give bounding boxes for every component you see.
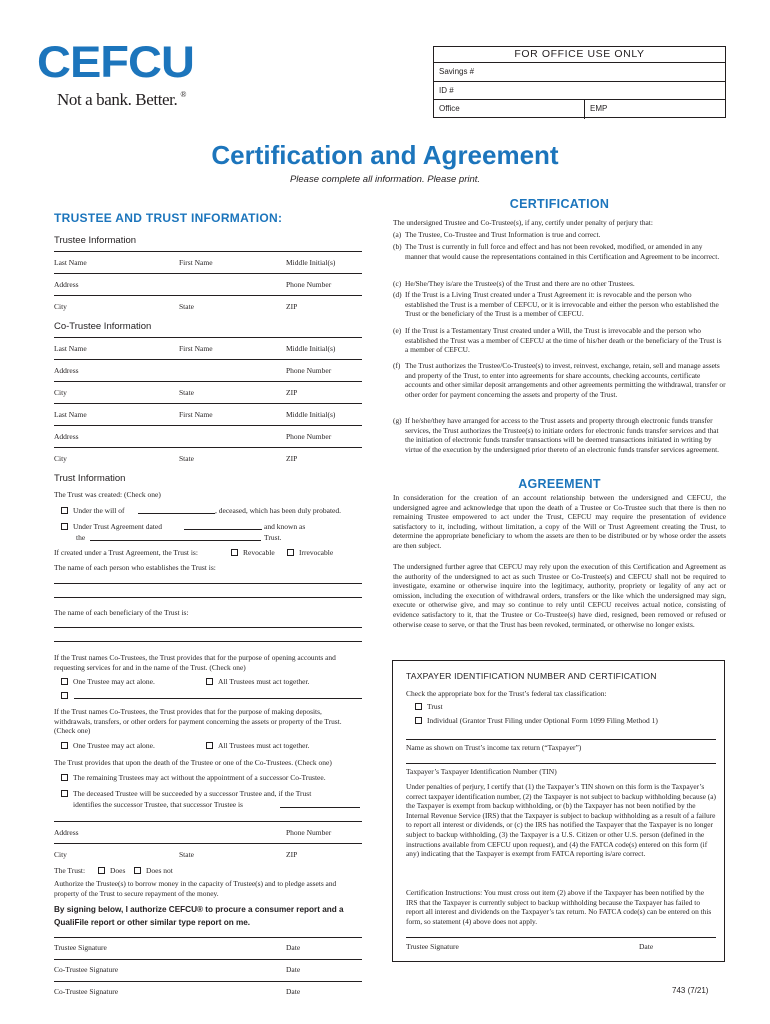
agreement-paragraph-2: The undersigned further agree that CEFCU may rely upon the execution of this Certification and Agreement as the authority of the undersigned to act as such Trustee or Co-Trustee(s) and CEFCU shall not be required to investigate, examine or otherwise inquire into the legitimacy, authority, propriety or legality of any act or omission, including the execution of withdrawal orders, transfers or the like which the undersigned may sign, execute or otherwise give, and may so continue to rely until CEFCU receives actual notice, consisting of evidence satisfactory to it, that the Trustee or Co-Trustee(s) have died, resigned, been removed or refused or otherwise cease to serve, or that the Trust has been revoked, terminated, or otherwise no longer exists. — [393, 562, 726, 629]
trustee-middle-initial[interactable]: Middle Initial(s) — [286, 258, 336, 267]
trust-classification-option[interactable]: Trust — [415, 702, 443, 711]
id-field[interactable]: ID # — [434, 82, 725, 101]
beneficiary-line-2[interactable] — [54, 641, 362, 642]
cotrustee2-zip[interactable]: ZIP — [286, 454, 298, 463]
certification-item-key: (c) — [393, 279, 402, 288]
successor-address[interactable]: Address — [54, 828, 79, 837]
tin-trustee-signature[interactable]: Trustee Signature — [406, 942, 459, 951]
one-alone-option-2[interactable]: One Trustee may act alone. — [61, 741, 155, 750]
trustee-address[interactable]: Address — [54, 280, 79, 289]
trustee-signature[interactable]: Trustee Signature — [54, 943, 107, 952]
tin-signature-date[interactable]: Date — [639, 942, 654, 951]
certification-item-text: If he/she/they have arranged for access to the Trust assets and property through electronic funds transfer services, the Trust authorizes the Trustee(s) to initiate orders for electronic funds transfer services and that the initiation of electronic funds transfer transactions will be deemed transactions initiated in writing by virtue of the execution by the undersigned prior thereto of an electronic funds transfer services agreement. — [405, 416, 719, 454]
remaining-checkbox[interactable] — [61, 774, 68, 781]
trustee-trust-heading: TRUSTEE AND TRUST INFORMATION: — [54, 211, 283, 225]
irrevocable-option[interactable]: Irrevocable — [287, 548, 333, 557]
successor-line[interactable] — [280, 807, 360, 808]
all-together-option[interactable]: All Trustees must act together. — [206, 677, 309, 686]
consent-statement: By signing below, I authorize CEFCU® to procure a consumer report and a QualiFile report or other similar type report on me. — [54, 905, 344, 927]
form-number: 743 (7/21) — [672, 986, 709, 995]
trustee-last-name[interactable]: Last Name — [54, 258, 87, 267]
does-checkbox[interactable] — [98, 867, 105, 874]
cotrustee2-first-name[interactable]: First Name — [179, 410, 213, 419]
certification-item-text: The Trust authorizes the Trustee/Co-Trustee(s) to invest, reinvest, exchange, retain, sell and manage assets and property of the Trust, to enter into agreements for share accounts, checking accounts, certificate accounts and other similar deposit arrangements and other agreements permitting the withdrawal, transfer or other order for payment concerning the assets and property of the Trust. — [405, 361, 726, 399]
under-will-option[interactable]: Under the will of — [61, 506, 124, 515]
beneficiary-line-1[interactable] — [54, 627, 362, 628]
emp-field[interactable]: EMP — [584, 100, 607, 119]
certification-item-key: (f) — [393, 361, 401, 370]
trustee-city[interactable]: City — [54, 302, 67, 311]
certification-item-key: (b) — [393, 242, 402, 251]
certification-item-text: The Trustee, Co-Trustee and Trust Information is true and correct. — [405, 230, 601, 239]
certification-item-text: He/She/They is/are the Trustee(s) of the Trust and there are no other Trustees. — [405, 279, 635, 288]
cotrustee1-first-name[interactable]: First Name — [179, 344, 213, 353]
cotrustee1-state[interactable]: State — [179, 388, 194, 397]
under-will-checkbox[interactable] — [61, 507, 68, 514]
office-use-title: FOR OFFICE USE ONLY — [434, 47, 725, 63]
trustee-signature-date[interactable]: Date — [286, 943, 301, 952]
certification-item-text: If the Trust is a Testamentary Trust created under a Will, the Trust is irrevocable and the person who established the Trust was a member of CEFCU at the time of his/her death or the beneficiary of the Trust is a member of CEFCU. — [405, 326, 722, 355]
revocable-checkbox[interactable] — [231, 549, 238, 556]
cotrustee1-zip[interactable]: ZIP — [286, 388, 298, 397]
trust-borrow-label: The Trust: — [54, 866, 86, 875]
certification-item-text: The Trust is currently in full force and effect and has not been revoked, modified, or amended in any manner that would cause the representations contained in this Certification and Agreement to be incorrect. — [405, 242, 720, 261]
cotrustee1-city[interactable]: City — [54, 388, 67, 397]
trust-suffix-label: Trust. — [264, 533, 282, 542]
establishes-label: The name of each person who establishes the Trust is: — [54, 563, 216, 572]
succeeded-checkbox[interactable] — [61, 790, 68, 797]
one-alone-checkbox-2[interactable] — [61, 742, 68, 749]
cotrustee2-phone[interactable]: Phone Number — [286, 432, 332, 441]
one-alone-option[interactable]: One Trustee may act alone. — [61, 677, 155, 686]
trustee-zip[interactable]: ZIP — [286, 302, 298, 311]
trust-classification-checkbox[interactable] — [415, 703, 422, 710]
certification-item — [393, 279, 726, 289]
cotrustee-info-heading: Co-Trustee Information — [54, 321, 152, 332]
does-not-option[interactable]: Does not — [134, 866, 173, 875]
taxpayer-name-field[interactable]: Name as shown on Trust’s income tax return (“Taxpayer”) — [406, 743, 582, 752]
trustee-section — [54, 200, 362, 1010]
office-field[interactable]: Office EMP — [434, 100, 725, 119]
office-use-box — [433, 46, 726, 118]
trustee-phone[interactable]: Phone Number — [286, 280, 332, 289]
agreement-paragraph-1: In consideration for the creation of an account relationship between the undersigned and CEFCU, the undersigned agree and acknowledge that upon the death of a Trustee or Co-Trustee such that there is then no remaining Trustee empowered to act under the Trust, CEFCU may require the presentation of evidence satisfactory to it, including, without limitation, a copy of the Will or Trust Agreement creating the Trust, to determine the appropriate beneficiary to whom the assets are then to be distributed or by whose order the assets are then subject. — [393, 493, 726, 550]
revocable-question: If created under a Trust Agreement, the Trust is: — [54, 548, 198, 557]
under-will-suffix: , deceased, which has been duly probated. — [215, 506, 341, 515]
tin-certification-box — [392, 660, 725, 962]
successor-city[interactable]: City — [54, 850, 67, 859]
successor-state[interactable]: State — [179, 850, 194, 859]
agreement-heading: AGREEMENT — [518, 477, 601, 491]
other-checkbox[interactable] — [61, 692, 68, 699]
cotrustee1-address[interactable]: Address — [54, 366, 79, 375]
trust-created-label: The Trust was created: (Check one) — [54, 490, 161, 499]
certification-item — [393, 242, 726, 261]
trustee-info-heading: Trustee Information — [54, 235, 137, 246]
beneficiary-label: The name of each beneficiary of the Trust is: — [54, 608, 189, 617]
page-subtitle: Please complete all information. Please print. — [289, 174, 481, 185]
cotrustee-signature-2[interactable]: Co-Trustee Signature — [54, 987, 119, 996]
successor-phone[interactable]: Phone Number — [286, 828, 332, 837]
cotrustee-signature-1-date[interactable]: Date — [286, 965, 301, 974]
page-title: Certification and Agreement — [211, 140, 559, 170]
certification-item — [393, 361, 726, 399]
known-as-label: and known as — [264, 522, 306, 531]
perjury-statement: Under penalties of perjury, I certify that (1) the Taxpayer’s TIN shown on this form is the Taxpayer’s correct taxpayer identification number, (2) the Taxpayer is not subject to backup withholding because (a) the Taxpayer is exempt from backup withholding, or (b) the Taxpayer has not been notified by the Internal Revenue Service (IRS) that the Taxpayer is subject to backup withholding as a result of a failure to report all interest or dividends, or (c) the IRS has notified the Taxpayer that the Taxpayer is no longer subject to backup withholding, (3) the Taxpayer is a U.S. Citizen or other U.S. person (defined in the instructions available from CEFCU upon request), and (4) the FATCA code(s) entered on this form (if any) indicating that the Taxpayer is exempt from FATCA reporting is/are correct. — [406, 782, 716, 859]
certification-item — [393, 416, 726, 454]
certification-item — [393, 326, 726, 355]
all-together-checkbox[interactable] — [206, 678, 213, 685]
does-not-checkbox[interactable] — [134, 867, 141, 874]
cotrustee2-state[interactable]: State — [179, 454, 194, 463]
establishes-line-1[interactable] — [54, 583, 362, 584]
cotrustee1-middle-initial[interactable]: Middle Initial(s) — [286, 344, 336, 353]
cotrustees-accounts-question: If the Trust names Co-Trustees, the Trust provides that for the purpose of opening accounts and requesting services for and in the name of the Trust. (Check one) — [54, 653, 336, 672]
cotrustee-signature-1[interactable]: Co-Trustee Signature — [54, 965, 119, 974]
all-together-checkbox-2[interactable] — [206, 742, 213, 749]
trustee-state[interactable]: State — [179, 302, 194, 311]
one-alone-checkbox[interactable] — [61, 678, 68, 685]
individual-classification-checkbox[interactable] — [415, 717, 422, 724]
tagline: Not a bank. Better. ® — [57, 90, 187, 109]
cotrustee1-phone[interactable]: Phone Number — [286, 366, 332, 375]
tin-heading: TAXPAYER IDENTIFICATION NUMBER AND CERTIFICATION — [406, 671, 657, 681]
succeeded-option[interactable]: The deceased Trustee will be succeeded by a successor Trustee and, if the Trust — [61, 789, 311, 798]
tax-classification-label: Check the appropriate box for the Trust’s federal tax classification: — [406, 689, 607, 698]
trustee-first-name[interactable]: First Name — [179, 258, 213, 267]
savings-field[interactable]: Savings # — [434, 63, 725, 82]
certification-item — [393, 230, 726, 240]
borrow-text: Authorize the Trustee(s) to borrow money in the capacity of Trustee(s) and to pledge assets and property of the Trust to secure repayment of the money. — [54, 879, 337, 898]
irrevocable-checkbox[interactable] — [287, 549, 294, 556]
remaining-option[interactable]: The remaining Trustees may act without the appointment of a successor Co-Trustee. — [61, 773, 326, 782]
the-label: the — [76, 533, 86, 542]
certification-item-key: (a) — [393, 230, 402, 239]
certification-item-text: If the Trust is a Living Trust created under a Trust Agreement it: is revocable and the person who established the Trust is a member of CEFCU, or it is irrevocable and either the person who established the Trust or the beneficiary of the Trust is a member of CEFCU. — [405, 290, 719, 319]
death-question: The Trust provides that upon the death of the Trustee or one of the Co-Trustees. (Check one) — [54, 758, 332, 767]
other-line[interactable] — [74, 698, 362, 699]
cefcu-logo: CEFCU — [37, 36, 194, 87]
certification-instructions: Certification Instructions: You must cross out item (2) above if the Taxpayer has been notified by the IRS that the Taxpayer is currently subject to backup withholding because the Taxpayer has failed to report all interest and dividends on the Taxpayer’s tax return. No FATCA code(s) can be entered on this form, so statement (4) above does not apply. — [406, 888, 712, 926]
certification-item-key: (g) — [393, 416, 402, 425]
cotrustee1-last-name[interactable]: Last Name — [54, 344, 87, 353]
certification-intro: The undersigned Trustee and Co-Trustee(s), if any, certify under penalty of perjury that: — [393, 218, 653, 227]
certification-heading: CERTIFICATION — [509, 197, 610, 211]
does-option[interactable]: Does — [98, 866, 125, 875]
certification-item — [393, 290, 726, 319]
withdrawals-question: If the Trust names Co-Trustees, the Trust provides that for the purpose of making deposits, withdrawals, transfers, or other orders for payment concerning the assets or property of the Trust. (Check one) — [54, 707, 342, 736]
cotrustee2-middle-initial[interactable]: Middle Initial(s) — [286, 410, 336, 419]
successor-label: identifies the successor Trustee, that successor Trustee is — [73, 800, 243, 809]
under-trust-agreement-option[interactable]: Under Trust Agreement dated — [61, 522, 162, 531]
cotrustee-signature-2-date[interactable]: Date — [286, 987, 301, 996]
trust-agreement-checkbox[interactable] — [61, 523, 68, 530]
cotrustee2-last-name[interactable]: Last Name — [54, 410, 87, 419]
trust-info-heading: Trust Information — [54, 473, 126, 484]
all-together-option-2[interactable]: All Trustees must act together. — [206, 741, 309, 750]
cotrustee2-address[interactable]: Address — [54, 432, 79, 441]
cotrustee2-city[interactable]: City — [54, 454, 67, 463]
certification-item-key: (e) — [393, 326, 402, 335]
certification-item-key: (d) — [393, 290, 402, 299]
taxpayer-tin-field[interactable]: Taxpayer’s Taxpayer Identification Number (TIN) — [406, 767, 557, 776]
other-option[interactable] — [61, 691, 73, 700]
individual-classification-option[interactable]: Individual (Grantor Trust Filing under Optional Form 1099 Filing Method 1) — [415, 716, 658, 725]
establishes-line-2[interactable] — [54, 597, 362, 598]
successor-zip[interactable]: ZIP — [286, 850, 298, 859]
revocable-option[interactable]: Revocable — [231, 548, 275, 557]
